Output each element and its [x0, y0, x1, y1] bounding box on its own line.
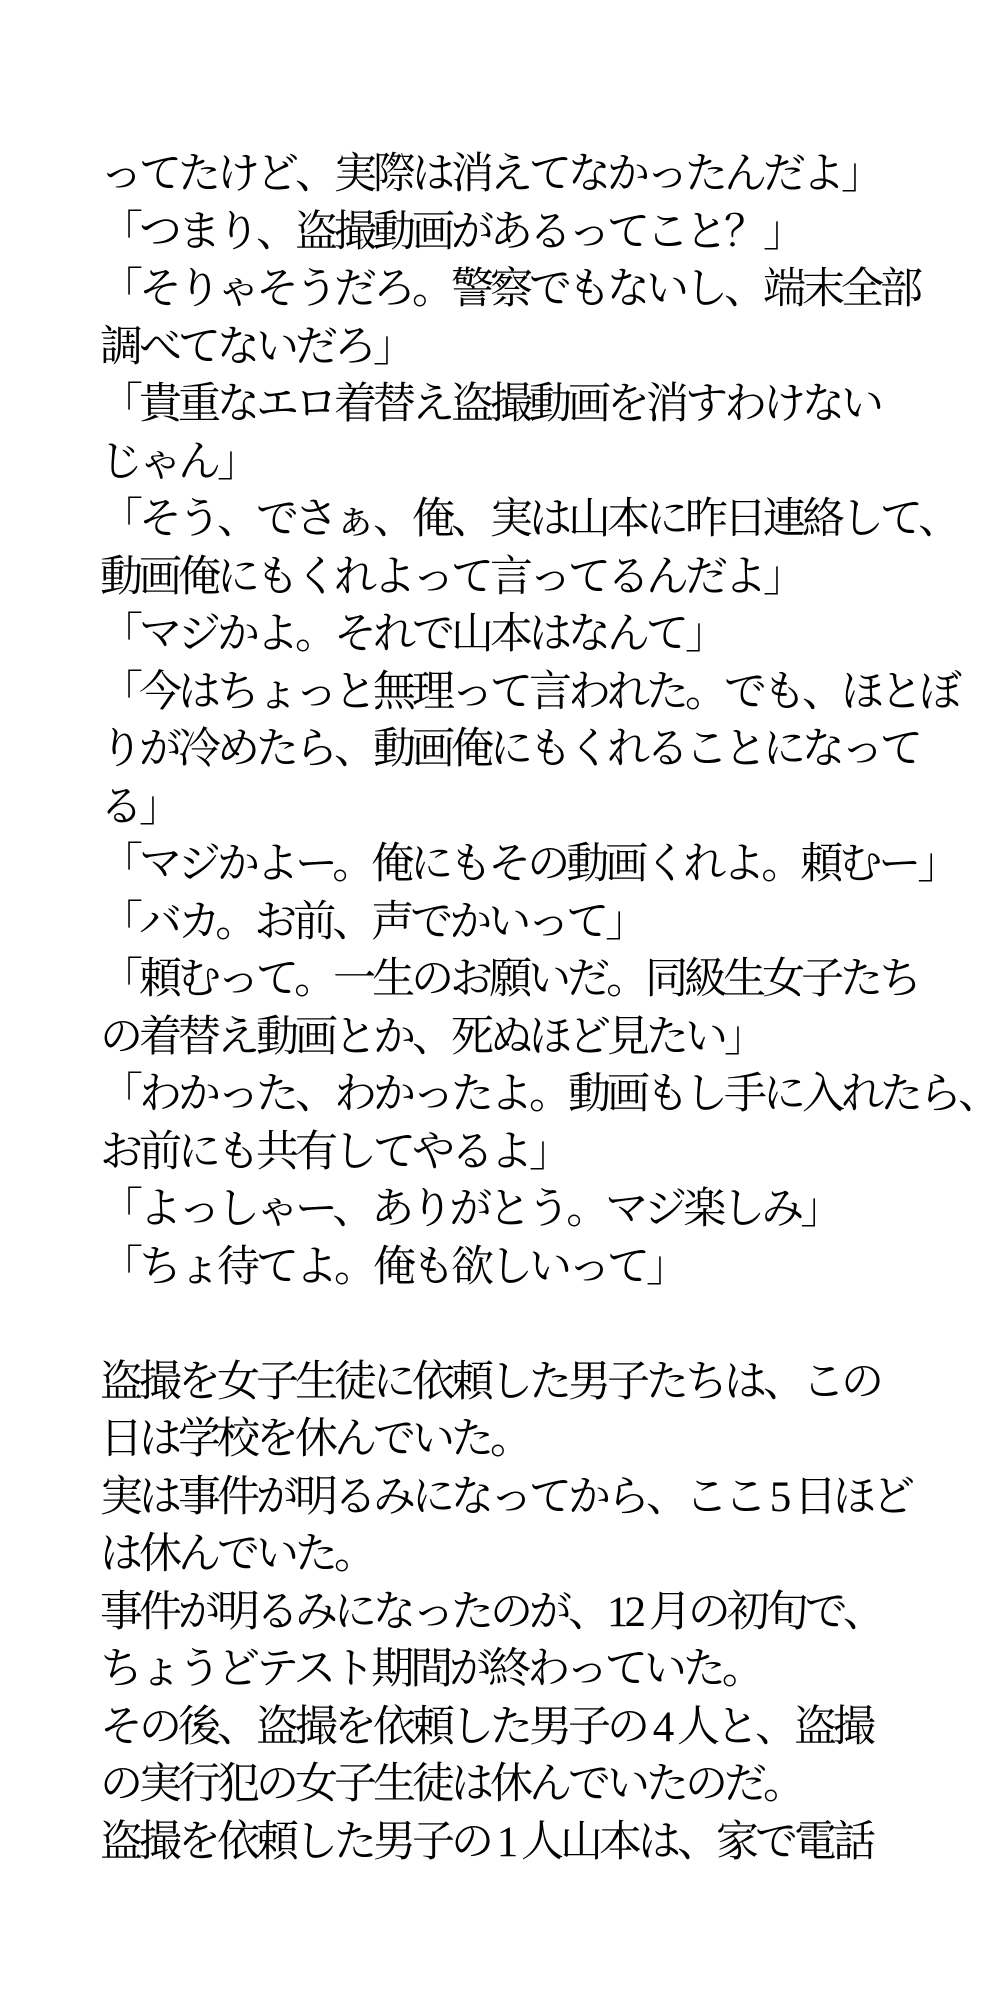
text-line: 「マジかよー。俺にもその動画くれよ。頼むー」	[100, 841, 957, 888]
text-line: その後、盗撮を依頼した男子の 4 人と、盗撮	[100, 1703, 872, 1751]
text-line: 調べてないだろ」	[100, 323, 412, 371]
text-line: 「バカ。お前、声でかいって」	[100, 898, 645, 946]
text-line: 実は事件が明るみになってから、ここ 5 日ほど	[100, 1473, 911, 1521]
text-line: 「マジかよ。それで山本はなんて」	[100, 611, 724, 658]
text-line: 「そりゃそうだろ。警察でもないし、端末全部	[100, 266, 919, 313]
text-line: りが冷めたら、動画俺にもくれることになって	[100, 726, 919, 773]
text-line: の実行犯の女子生徒は休んでいたのだ。	[100, 1761, 802, 1808]
text-line: ってたけど、実際は消えてなかったんだよ」	[100, 151, 880, 198]
text-line: 「よっしゃー、ありがとう。マジ楽しみ」	[100, 1186, 840, 1233]
text-line: 「今はちょっと無理って言われた。でも、ほとぼ	[100, 668, 958, 716]
text-line: 盗撮を女子生徒に依頼した男子たちは、この	[100, 1358, 880, 1406]
text-line: 「そう、でさぁ、俺、実は山本に昨日連絡して、	[100, 496, 958, 543]
text-line: ちょうどテスト期間が終わっていた。	[100, 1646, 761, 1693]
text-block	[100, 146, 997, 1871]
text-line: 「貴重なエロ着替え盗撮動画を消すわけない	[100, 381, 880, 428]
text-line: 「わかった、わかったよ。動画もし手に入れたら、	[100, 1071, 997, 1118]
text-line: 事件が明るみになったのが、12 月の初旬で、	[100, 1588, 882, 1636]
text-line: 「頼むって。一生のお願いだ。同級生女子たち	[100, 956, 919, 1003]
text-line: の着替え動画とか、死ぬほど見たい」	[100, 1013, 763, 1061]
text-line: 日は学校を休んでいた。	[100, 1416, 529, 1463]
text-line: 「ちょ待てよ。俺も欲しいって」	[100, 1243, 685, 1291]
text-line: 動画俺にもくれよって言ってるんだよ」	[100, 553, 802, 601]
blank-line	[100, 1296, 960, 1354]
text-line: 盗撮を依頼した男子の 1 人山本は、家で電話	[100, 1818, 872, 1866]
text-line: る」	[100, 783, 178, 831]
text-line: は休んでいた。	[100, 1531, 373, 1578]
text-line: 「つまり、盗撮動画があるってこと？」	[100, 208, 802, 256]
text-line: じゃん」	[100, 438, 256, 486]
text-line: お前にも共有してやるよ」	[100, 1128, 568, 1176]
